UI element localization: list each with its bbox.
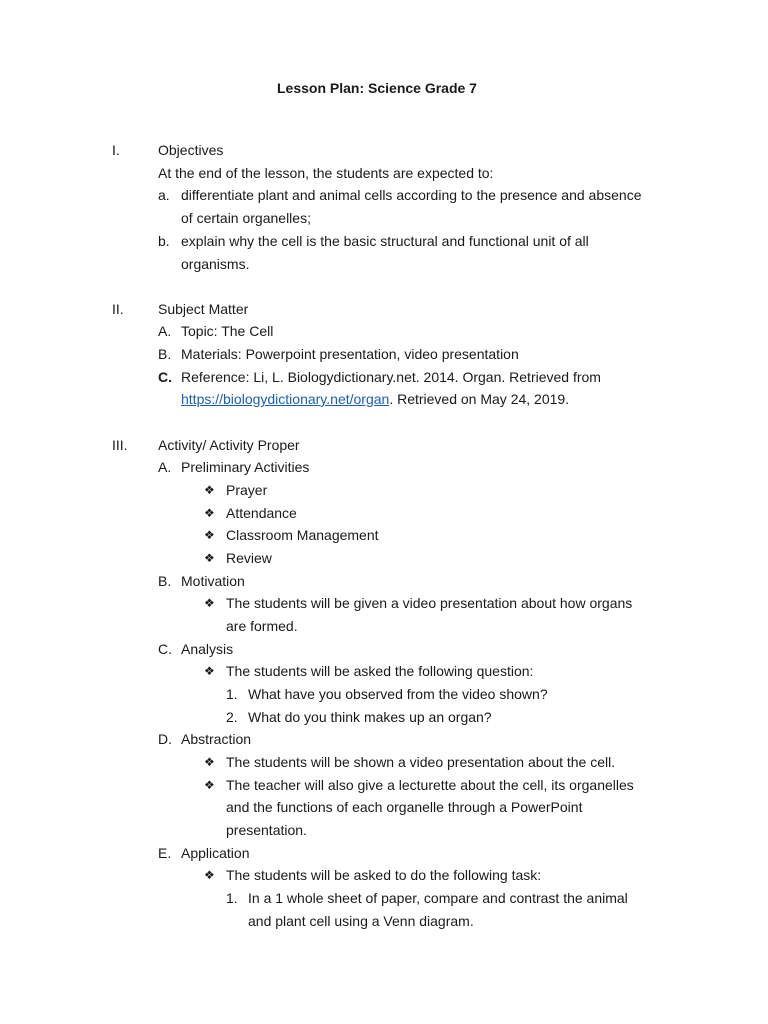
application-item: The students will be asked to do the following task: xyxy=(226,867,542,883)
analysis-question-2: What do you think makes up an organ? xyxy=(248,709,492,725)
objectives-intro: At the end of the lesson, the students are expected to: xyxy=(158,165,494,181)
motivation-item: The students will be given a video presentation about how organs xyxy=(226,595,633,611)
list-marker: D. xyxy=(158,731,172,747)
section-heading-subject-matter: Subject Matter xyxy=(158,301,249,317)
section-heading-activity: Activity/ Activity Proper xyxy=(158,437,300,453)
analysis-question-1: What have you observed from the video shown? xyxy=(248,686,548,702)
diamond-bullet-icon: ❖ xyxy=(204,483,215,497)
objective-a-text: differentiate plant and animal cells according to the presence and absence xyxy=(181,187,642,203)
application-task-1-cont: and plant cell using a Venn diagram. xyxy=(248,913,474,929)
objective-b-text: explain why the cell is the basic structural and functional unit of all xyxy=(181,233,589,249)
reference-retrieved-date: . Retrieved on May 24, 2019. xyxy=(389,391,570,407)
motivation-item-cont: are formed. xyxy=(226,618,298,634)
list-marker: A. xyxy=(158,459,172,475)
objective-a-text-cont: of certain organelles; xyxy=(181,210,311,226)
section-numeral-3: III. xyxy=(112,437,128,453)
list-marker: b. xyxy=(158,233,170,249)
preliminary-activities-heading: Preliminary Activities xyxy=(181,459,310,475)
motivation-heading: Motivation xyxy=(181,573,245,589)
diamond-bullet-icon: ❖ xyxy=(204,755,215,769)
diamond-bullet-icon: ❖ xyxy=(204,596,215,610)
abstraction-item-2-cont: presentation. xyxy=(226,822,307,838)
application-heading: Application xyxy=(181,845,250,861)
subject-reference: Reference: Li, L. Biologydictionary.net. 2014. Organ. Retrieved from xyxy=(181,369,601,385)
list-marker: 1. xyxy=(226,686,238,702)
list-item: Review xyxy=(226,550,272,566)
page-title: Lesson Plan: Science Grade 7 xyxy=(277,80,477,96)
list-marker: B. xyxy=(158,346,172,362)
reference-link[interactable]: https://biologydictionary.net/organ xyxy=(181,391,390,407)
diamond-bullet-icon: ❖ xyxy=(204,868,215,882)
diamond-bullet-icon: ❖ xyxy=(204,778,215,792)
subject-reference-cont xyxy=(181,390,569,408)
list-marker: A. xyxy=(158,323,172,339)
diamond-bullet-icon: ❖ xyxy=(204,506,215,520)
section-numeral-2: II. xyxy=(112,301,124,317)
abstraction-item-1: The students will be shown a video presentation about the cell. xyxy=(226,754,616,770)
list-item: Prayer xyxy=(226,482,268,498)
application-task-1: In a 1 whole sheet of paper, compare and contrast the animal xyxy=(248,890,628,906)
diamond-bullet-icon: ❖ xyxy=(204,664,215,678)
analysis-heading: Analysis xyxy=(181,641,234,657)
objective-b-text-cont: organisms. xyxy=(181,256,250,272)
list-item: Classroom Management xyxy=(226,527,379,543)
subject-topic: Topic: The Cell xyxy=(181,323,274,339)
diamond-bullet-icon: ❖ xyxy=(204,551,215,565)
diamond-bullet-icon: ❖ xyxy=(204,528,215,542)
section-numeral-1: I. xyxy=(112,142,120,158)
list-marker: E. xyxy=(158,845,172,861)
list-marker: 1. xyxy=(226,890,238,906)
list-marker: C. xyxy=(158,369,172,385)
abstraction-item-2: The teacher will also give a lecturette about the cell, its organelles xyxy=(226,777,634,793)
abstraction-item-2-cont: and the functions of each organelle through a PowerPoint xyxy=(226,799,583,815)
analysis-item: The students will be asked the following question: xyxy=(226,663,534,679)
list-marker: a. xyxy=(158,187,170,203)
section-heading-objectives: Objectives xyxy=(158,142,224,158)
abstraction-heading: Abstraction xyxy=(181,731,252,747)
list-marker: B. xyxy=(158,573,172,589)
list-marker: 2. xyxy=(226,709,238,725)
subject-materials: Materials: Powerpoint presentation, video presentation xyxy=(181,346,519,362)
list-marker: C. xyxy=(158,641,172,657)
list-item: Attendance xyxy=(226,505,297,521)
